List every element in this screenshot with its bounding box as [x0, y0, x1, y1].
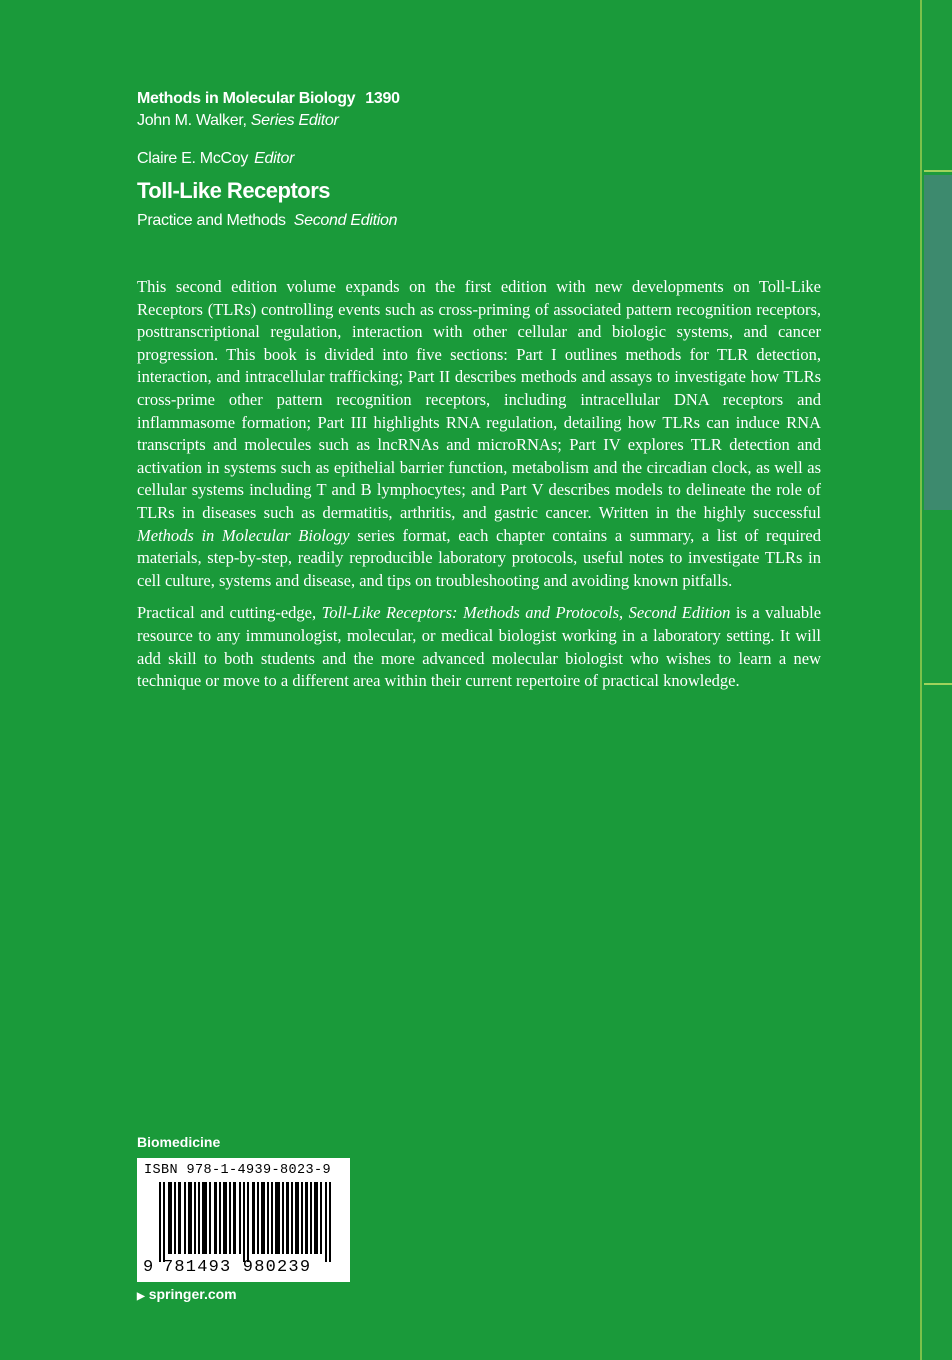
blurb-p1-text-b: series format, each chapter contains a summary, a list of required materials, step-by-step, readily reproducible laboratory protocols, useful notes to investigate TLRs in cell culture, systems and disease, and tips on troubleshooting and avoiding known pitfalls.	[137, 525, 821, 590]
publisher-link[interactable]	[137, 1286, 237, 1302]
blurb-paragraph-2	[137, 602, 821, 692]
blurb-p1-text-a: This second edition volume expands on the first edition with new developments on Toll-Like Receptors (TLRs) controlling events such as cross-priming of associated pattern recognition receptors, posttranscriptional regulation, interaction with other cellular and biologic systems, and cancer progression. This book is divided into five sections: Part I outlines methods for TLR detection, interaction, and intracellular trafficking; Part II describes methods and assays to investigate how TLRs cross-prime other pattern recognition receptors, including intracellular DNA receptors and inflammasome formation; Part III highlights RNA regulation, detailing how TLRs can induce RNA transcripts and molecules such as lncRNAs and microRNAs; Part IV explores TLR detection and activation in systems such as epithelial barrier function, metabolism and the circadian clock, as well as cellular systems including T and B lymphocytes; and Part V describes models to delineate the role of TLRs in diseases such as dermatitis, arthritis, and gastric cancer. Written in the highly successful	[137, 277, 821, 522]
subtitle-line	[137, 210, 400, 232]
category-label: Biomedicine	[137, 1134, 221, 1150]
volume-editor-role: Editor	[254, 150, 295, 167]
ean-first-digit: 9	[143, 1258, 154, 1277]
cover-header	[137, 88, 400, 232]
ean-digits: 781493 980239	[163, 1258, 312, 1277]
spine-accent-block	[924, 175, 952, 510]
blurb-p2-italic: Toll-Like Receptors: Methods and Protocols, Second Edition	[321, 603, 731, 623]
spine-edge-line	[920, 0, 922, 1360]
barcode	[137, 1158, 350, 1282]
series-title: Methods in Molecular Biology	[137, 90, 356, 107]
blurb-p1-italic: Methods in Molecular Biology	[137, 525, 350, 545]
arrow-right-icon: ▶	[137, 1291, 145, 1302]
barcode-bars	[159, 1182, 335, 1262]
spine-mark-top	[924, 170, 952, 172]
subtitle: Practice and Methods	[137, 212, 286, 229]
series-line	[137, 88, 400, 110]
edition: Second Edition	[293, 212, 398, 229]
blurb-p2-text-b: is a valuable resource to any immunologist, molecular, or medical biologist working in a laboratory setting. It will add skill to both students and the more advanced molecular biologist who wishes to learn a new technique or move to a different area within their current repertoire of practical knowledge.	[137, 603, 822, 691]
series-number: 1390	[365, 90, 400, 107]
book-title: Toll-Like Receptors	[137, 178, 331, 203]
spine-mark-bottom	[924, 683, 952, 685]
publisher-url: springer.com	[148, 1286, 237, 1302]
series-editor-role: Series Editor	[250, 112, 339, 129]
blurb-p2-text-a: Practical and cutting-edge,	[137, 603, 317, 623]
volume-editor-name: Claire E. McCoy	[137, 150, 249, 167]
blurb-paragraph-1	[137, 276, 821, 592]
volume-editor-line	[137, 148, 400, 170]
series-editor-name: John M. Walker,	[137, 112, 247, 129]
series-editor-line	[137, 110, 400, 132]
isbn-text: ISBN 978-1-4939-8023-9	[144, 1163, 332, 1178]
blurb	[137, 276, 821, 703]
